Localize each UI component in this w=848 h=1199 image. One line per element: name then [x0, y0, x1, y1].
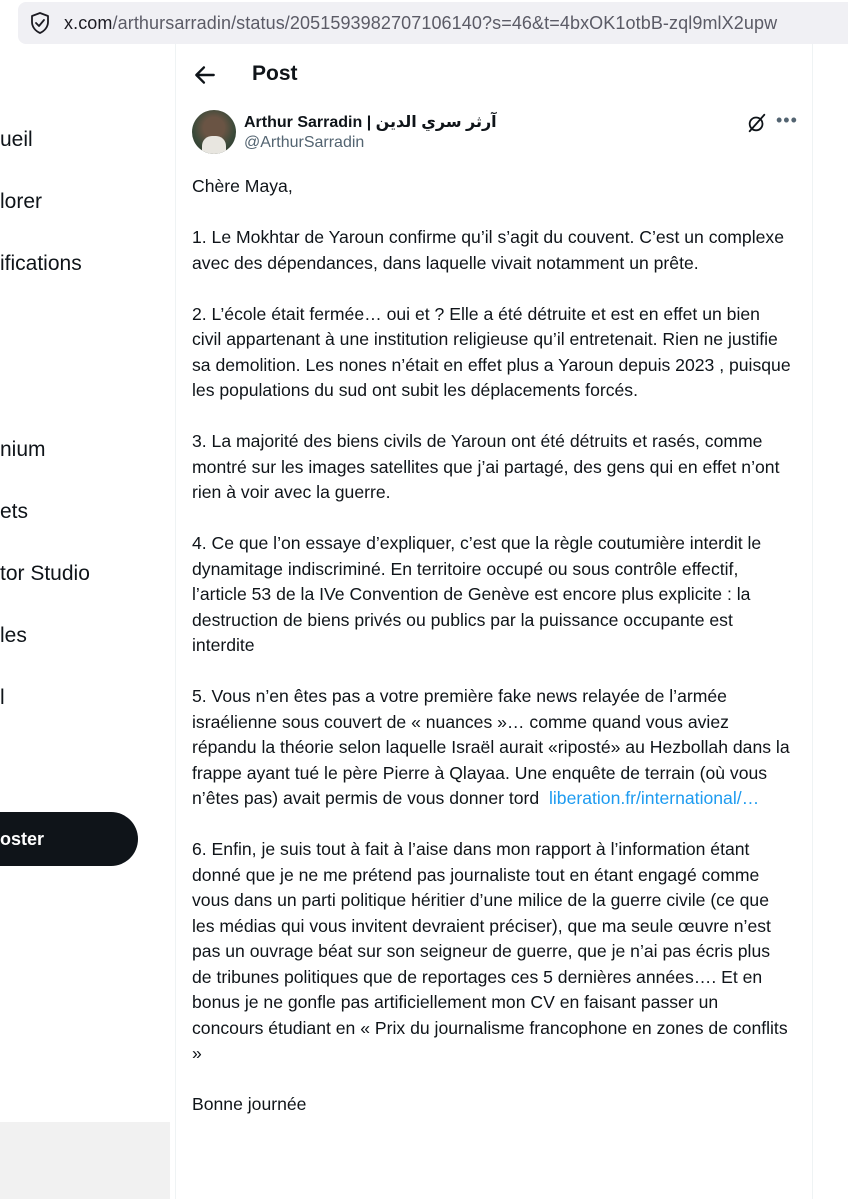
grok-icon[interactable]: [746, 112, 768, 134]
tweet-closing: Bonne journée: [192, 1094, 307, 1114]
sidebar-item-label: tor Studio: [0, 562, 90, 585]
back-arrow-icon[interactable]: [192, 62, 218, 88]
shield-check-icon[interactable]: [30, 12, 52, 34]
sidebar-item-lists[interactable]: [0, 500, 28, 524]
url-text: [64, 13, 777, 34]
sidebar-item-label: ueil: [0, 128, 33, 151]
avatar[interactable]: [192, 110, 236, 154]
tweet-paragraph-5-text: 5. Vous n’en êtes pas a votre première fake news relayée de l’armée israélienne sous couvert de « nuances »… comme quand vous aviez répandu la théorie selon laquelle Israël aurait «riposté» au Hezbollah dans la frappe ayant tué le père Pierre à Qlayaa. Une enquête de terrain (où vous n’êtes pas) avait permis de vous donner tord: [192, 686, 790, 808]
main-column: [176, 44, 812, 1199]
tweet-paragraph-2: 2. L’école était fermée… oui et ? Elle a été détruite et est en effet un bien civil appartenant à une institution religieuse qu’il entretenait. Rien ne justifie sa demolition. Les nones n’était en effet plus a Yaroun depuis 2023 , puisque les populations du sud ont subit les déplacements forcés.: [192, 303, 791, 400]
sidebar-item-label: ets: [0, 500, 29, 523]
more-options-icon[interactable]: •••: [776, 110, 798, 130]
sidebar-item-explore[interactable]: [0, 190, 42, 214]
sidebar-item-label: lorer: [0, 190, 43, 213]
account-switcher[interactable]: [0, 1122, 170, 1199]
sidebar-item-creator-studio[interactable]: [0, 562, 90, 586]
page-title: Post: [252, 62, 298, 85]
post-button[interactable]: [0, 812, 138, 866]
post-button-label: oster: [0, 828, 45, 849]
address-bar[interactable]: [18, 2, 848, 44]
sidebar-item-label: ifications: [0, 252, 82, 275]
author-handle[interactable]: @ArthurSarradin: [244, 134, 365, 151]
tweet-paragraph-4: 4. Ce que l’on essaye d’expliquer, c’est que la règle coutumière interdit le dynamitage indiscriminé. En territoire occupé ou sous contrôle effectif, l’article 53 de la IVe Convention de Genève est encore plus explicite : la destruction de biens privés ou publics par la puissance occupante est interdite: [192, 533, 762, 655]
sidebar-item-label: nium: [0, 438, 46, 461]
sidebar-item-label: l: [0, 686, 5, 709]
sidebar-item-home[interactable]: [0, 128, 33, 152]
sidebar-item-profile[interactable]: [0, 624, 27, 648]
sidebar: [0, 44, 178, 1199]
tweet-paragraph-3: 3. La majorité des biens civils de Yaroun ont été détruits et rasés, comme montré sur les images satellites que j’ai partagé, des gens qui en effet n’ont rien à voir avec la guerre.: [192, 431, 780, 502]
column-divider: [812, 44, 813, 1199]
author-name[interactable]: Arthur Sarradin | آرثر سري الدين: [244, 114, 497, 131]
url-path: /arthursarradin/status/2051593982707106140?s=46&t=4bxOK1otbB-zql9mlX2upw: [112, 12, 778, 33]
sidebar-item-premium[interactable]: [0, 438, 46, 462]
url-host: x.com: [64, 12, 113, 33]
sidebar-item-label: les: [0, 624, 27, 647]
tweet-text: [192, 174, 792, 1143]
sidebar-item-more[interactable]: [0, 686, 5, 710]
tweet-paragraph-5: [192, 684, 792, 812]
sidebar-item-notifications[interactable]: [0, 252, 82, 276]
tweet-paragraph-6: 6. Enfin, je suis tout à fait à l’aise dans mon rapport à l’information étant donné que je ne me prétend pas journaliste tout en étant engagé comme vous dans un parti politique héritier d’une milice de la guerre civile (ce que les médias qui vous invitent devraient préciser), que ma seule œuvre n’est pas un ouvrage béat sur son seigneur de guerre, que je n’ai pas écris plus de tribunes politiques que de reportages ces 5 dernières années…. Et en bonus je ne gonfle pas artificiellement mon CV en faisant passer un concours étudiant en « Prix du journalisme francophone en zones de conflits »: [192, 839, 788, 1063]
tweet-paragraph-1: 1. Le Mokhtar de Yaroun confirme qu’il s’agit du couvent. C’est un complexe avec des dépendances, dans laquelle vivait notamment un prête.: [192, 227, 784, 273]
tweet-greeting: Chère Maya,: [192, 176, 293, 196]
article-link[interactable]: liberation.fr/international/…: [548, 788, 760, 808]
post-header: [176, 44, 812, 106]
